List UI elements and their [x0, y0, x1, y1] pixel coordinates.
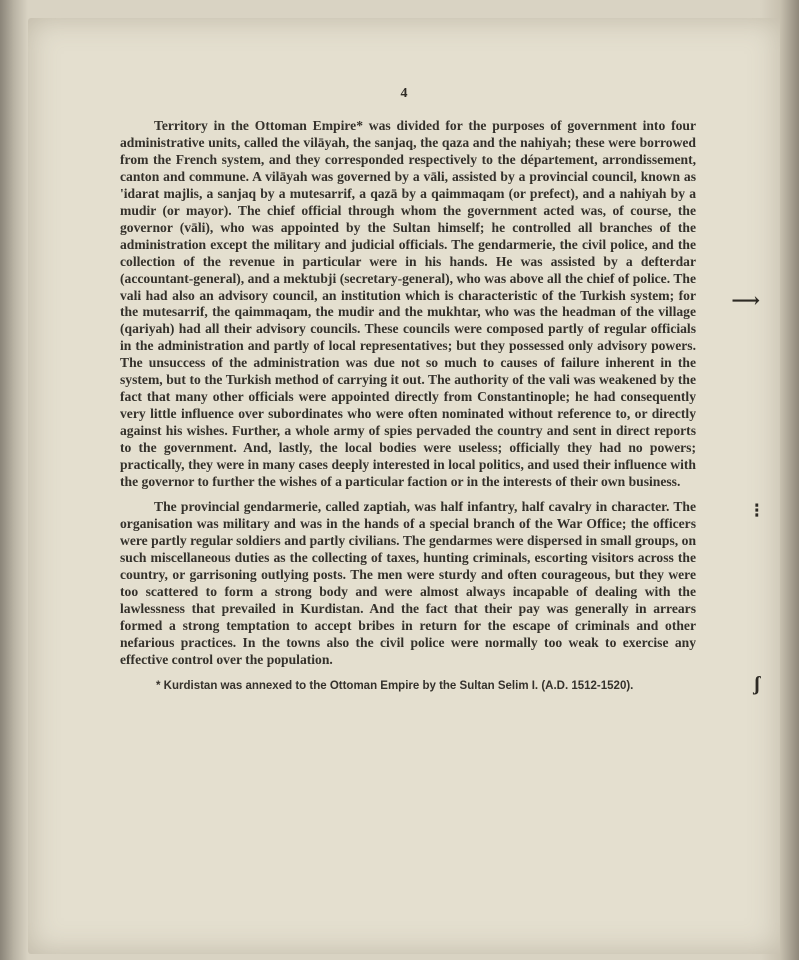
document-page	[28, 18, 780, 954]
footnote: * Kurdistan was annexed to the Ottoman Empire by the Sultan Selim I. (A.D. 1512-1520).	[156, 679, 634, 692]
margin-mark-icon: ʃ	[753, 673, 760, 695]
margin-mark-icon: ⟶	[731, 290, 760, 312]
paragraph-1: Territory in the Ottoman Empire* was divided for the purposes of government into four administrative units, called the vilāyah, the sanjaq, the qaza and the nahiyah; these were borrowed from the French system, and they corresponded respectively to the département, arrondissement, canton and commune. A vilāyah was governed by a vāli, assisted by a provincial council, known as 'idarat majlis, a sanjaq by a mutesarrif, a qazā by a qaimmaqam (or prefect), and a nahiyah by a mudir (or mayor). The chief official through whom the government acted was, of course, the governor (vāli), who was appointed by the Sultan himself; he controlled all branches of the administration except the military and judicial officials. The gendarmerie, the civil police, and the collection of the revenue in particular were in his hands. He was assisted by a defterdar (accountant-general), and a mektubji (secretary-general), who was above all the chief of police. The vali had also an advisory council, an institution which is characteristic of the Turkish system; for the mutesarrif, the qaimmaqam, the mudir and the mukhtar, who was the headman of the village (qariyah) had all their advisory councils. These councils were composed partly of regular officials in the administration and partly of local representatives; but they possessed only advisory powers. The unsuccess of the administration was due not so much to causes of failure inherent in the system, but to the Turkish method of carrying it out. The authority of the vali was weakened by the fact that many other officials were appointed directly from Constantinople; he had consequently very little influence over subordinates who were often nominated without reference to, or directly against his wishes. Further, a whole army of spies pervaded the country and sent in direct reports to the government. And, lastly, the local bodies were useless; officially they had no powers; practically, they were in many cases deeply interested in local politics, and used their influence with the governor to further the wishes of a particular faction or in the interests of their own business.	[120, 118, 696, 490]
paragraph-2: The provincial gendarmerie, called zaptiah, was half infantry, half cavalry in character. The organisation was military and was in the hands of a special branch of the War Office; the officers were partly regular soldiers and partly civilians. The gendarmes were dispersed in small groups, on such miscellaneous duties as the collecting of taxes, hunting criminals, escorting visitors across the country, or garrisoning outlying posts. The men were sturdy and often courageous, but they were too scattered to form a strong body and were almost always incapable of dealing with the lawlessness that prevailed in Kurdistan. And the fact that their pay was generally in arrears formed a strong temptation to accept bribes in return for the escape of criminals and other nefarious practices. In the towns also the civil police were normally too weak to exercise any effective control over the population.	[120, 498, 696, 667]
body-text	[120, 118, 696, 694]
margin-mark-icon: ⁝	[753, 500, 760, 522]
page-number: 4	[400, 86, 408, 101]
